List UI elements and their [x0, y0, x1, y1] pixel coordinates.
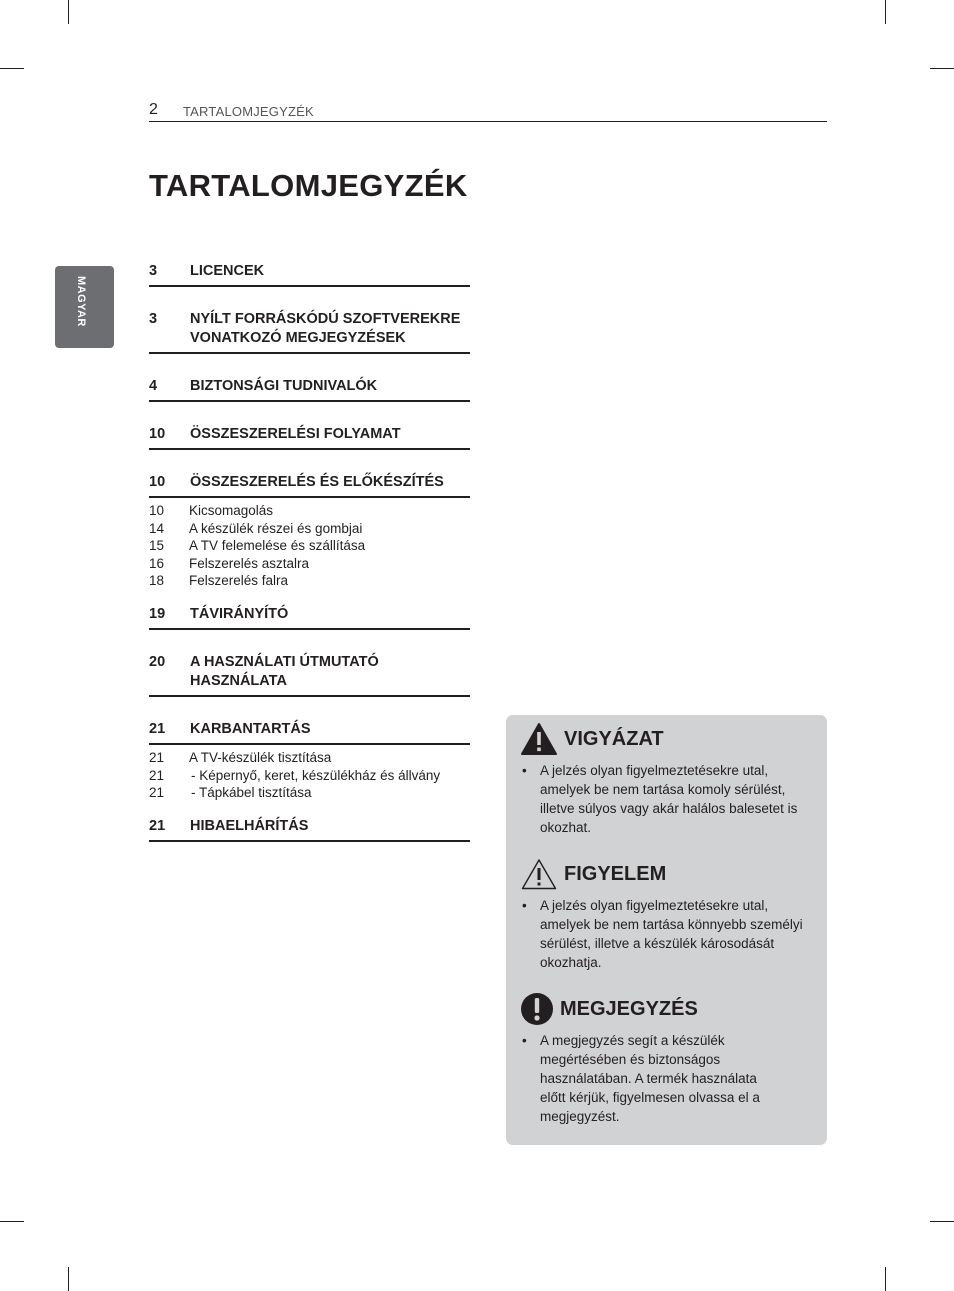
toc-subentry	[149, 572, 470, 590]
warning-text: A jelzés olyan figyelmeztetésekre utal, amelyek be nem tartása komoly sérülést, illetve súlyos vagy akár halálos balesetet is okozhat.	[540, 763, 798, 835]
warning-filled-triangle-icon	[520, 722, 558, 756]
toc-subentry-page: 14	[149, 520, 165, 536]
toc-page-number: 3	[149, 263, 158, 279]
toc-subentry-title: - Tápkábel tisztítása	[191, 785, 312, 801]
language-tab	[55, 266, 114, 348]
crop-mark	[885, 0, 886, 24]
note-block	[520, 991, 780, 1126]
caution-block	[520, 856, 818, 972]
toc-section-heading	[149, 605, 470, 630]
toc-section-heading	[149, 720, 470, 745]
crop-mark	[0, 1221, 24, 1222]
toc-subentry-page: 21	[149, 749, 165, 765]
toc-section-heading	[149, 377, 470, 402]
note-text: A megjegyzés segít a készülék megértésében és biztonságos használatában. A termék használata előtt kérjük, figyelmesen olvassa el a megjegyzést.	[540, 1033, 760, 1124]
toc-section-heading	[149, 310, 470, 354]
toc-subentry-page: 18	[149, 573, 165, 589]
toc-page-number: 19	[149, 605, 166, 622]
toc-section	[149, 720, 470, 802]
toc-subentry	[149, 767, 470, 785]
caution-text: A jelzés olyan figyelmeztetésekre utal, amelyek be nem tartása könnyebb személyi sérülést, illetve a készülék károsodását okozhatja.	[540, 898, 803, 970]
toc-section	[149, 653, 470, 697]
toc-section-heading	[149, 262, 470, 287]
toc-page-number: 10	[149, 426, 166, 442]
toc-subentry-title: - Képernyő, keret, készülékház és állvány	[191, 767, 441, 783]
warning-label: VIGYÁZAT	[564, 727, 664, 750]
toc-section	[149, 262, 470, 287]
bullet: •	[522, 763, 527, 778]
header-title: TARTALOMJEGYZÉK	[183, 104, 314, 119]
crop-mark	[68, 0, 69, 24]
toc-page-number: 21	[149, 817, 166, 834]
table-of-contents	[149, 262, 470, 865]
toc-section-title: HIBAELHÁRÍTÁS	[190, 817, 309, 834]
toc-subentry-page: 10	[149, 503, 165, 518]
toc-subentry-title: A TV-készülék tisztítása	[189, 749, 332, 765]
crop-mark	[68, 1267, 69, 1291]
toc-section-title: A HASZNÁLATI ÚTMUTATÓ HASZNÁLATA	[190, 653, 379, 689]
language-tab-label: MAGYAR	[75, 276, 87, 327]
crop-mark	[0, 68, 24, 69]
toc-subentry-page: 15	[149, 538, 165, 554]
toc-section-heading	[149, 473, 470, 498]
toc-subentry-title: Kicsomagolás	[189, 503, 274, 518]
caution-outline-triangle-icon	[520, 857, 558, 891]
toc-section-title: TÁVIRÁNYÍTÓ	[190, 605, 289, 622]
note-label: MEGJEGYZÉS	[560, 997, 698, 1020]
toc-subentry	[149, 502, 470, 520]
toc-section-heading	[149, 653, 470, 697]
toc-section	[149, 473, 470, 590]
toc-section-title: ÖSSZESZERELÉS ÉS ELŐKÉSZÍTÉS	[190, 474, 444, 490]
toc-subentry	[149, 520, 470, 538]
toc-section-title: NYÍLT FORRÁSKÓDÚ SZOFTVEREKRE VONATKOZÓ MEGJEGYZÉSEK	[190, 311, 461, 346]
page-title: TARTALOMJEGYZÉK	[149, 168, 468, 203]
toc-section	[149, 605, 470, 630]
bullet: •	[522, 1033, 527, 1048]
caution-label: FIGYELEM	[564, 862, 667, 885]
toc-page-number: 4	[149, 378, 158, 394]
toc-subentry	[149, 537, 470, 555]
toc-section-title: KARBANTARTÁS	[190, 720, 311, 737]
toc-page-number: 10	[149, 474, 166, 490]
toc-section	[149, 817, 470, 842]
toc-subentry-page: 21	[149, 785, 165, 801]
toc-section-heading	[149, 817, 470, 842]
crop-mark	[930, 1221, 954, 1222]
toc-subentry	[149, 555, 470, 573]
toc-section-title: BIZTONSÁGI TUDNIVALÓK	[190, 378, 378, 394]
toc-subentry-title: Felszerelés falra	[189, 573, 289, 589]
notice-box	[506, 715, 827, 1145]
toc-page-number: 21	[149, 720, 166, 737]
toc-section-heading	[149, 425, 470, 450]
toc-subentry-page: 21	[149, 767, 165, 783]
page-header	[149, 101, 827, 122]
toc-subentry-title: A TV felemelése és szállítása	[189, 538, 366, 554]
toc-subentry-page: 16	[149, 555, 165, 571]
toc-section	[149, 310, 470, 354]
toc-subentry	[149, 749, 470, 767]
toc-page-number: 3	[149, 311, 158, 327]
toc-subentry-title: Felszerelés asztalra	[189, 555, 310, 571]
note-exclamation-circle-icon	[520, 992, 554, 1026]
toc-subentry	[149, 784, 470, 802]
toc-section	[149, 425, 470, 450]
toc-section	[149, 377, 470, 402]
crop-mark	[930, 68, 954, 69]
toc-section-title: LICENCEK	[190, 263, 265, 279]
warning-block	[520, 721, 818, 837]
bullet: •	[522, 898, 527, 913]
crop-mark	[885, 1267, 886, 1291]
toc-page-number: 20	[149, 653, 166, 670]
toc-section-title: ÖSSZESZERELÉSI FOLYAMAT	[190, 426, 401, 442]
page-number: 2	[149, 101, 158, 118]
toc-subentry-title: A készülék részei és gombjai	[189, 520, 363, 536]
